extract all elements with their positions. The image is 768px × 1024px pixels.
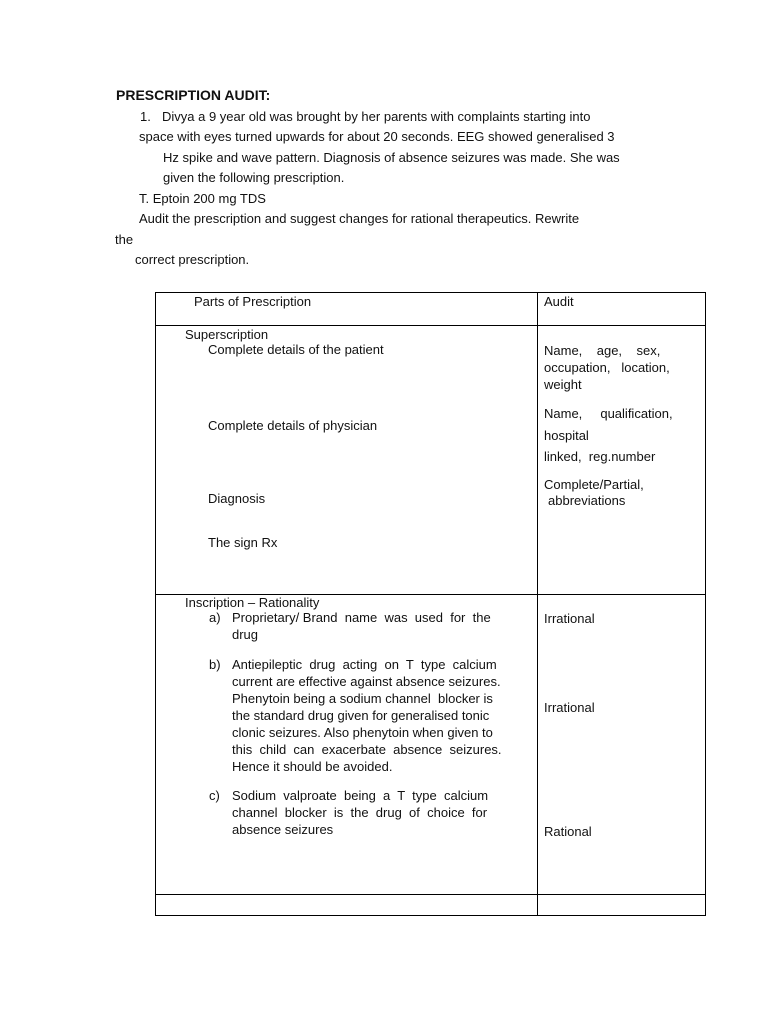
physician-audit-1: Name, qualification,	[544, 406, 673, 421]
item-a-audit: Irrational	[544, 611, 595, 626]
question-line-4: given the following prescription.	[163, 170, 345, 185]
physician-audit-2: hospital	[544, 428, 589, 443]
item-b-label: b)	[209, 657, 221, 672]
item-c-label: c)	[209, 788, 220, 803]
question-number: 1.	[140, 109, 151, 124]
item-a-line-2: drug	[232, 627, 259, 642]
item-b-audit: Irrational	[544, 700, 595, 715]
item-b-line-5: clonic seizures. Also phenytoin when given to	[232, 725, 493, 740]
diagnosis-audit-1: Complete/Partial,	[544, 477, 644, 492]
patient-audit-2: occupation, location,	[544, 360, 670, 375]
task-line-2: the	[115, 232, 134, 247]
item-c-line-1: Sodium valproate being a T type calcium	[232, 788, 489, 803]
patient-audit-1: Name, age, sex,	[544, 343, 661, 358]
item-b-line-6: this child can exacerbate absence seizures.	[232, 742, 502, 757]
table-border-top	[155, 292, 706, 293]
physician-details: Complete details of physician	[208, 418, 378, 433]
item-b-line-4: the standard drug given for generalised tonic	[232, 708, 490, 723]
item-b-line-2: current are effective against absence seizures.	[232, 674, 501, 689]
item-b-line-1: Antiepileptic drug acting on T type calcium	[232, 657, 497, 672]
physician-audit-3: linked, reg.number	[544, 449, 656, 464]
diagnosis-audit-2: abbreviations	[548, 493, 626, 508]
question-line-2: space with eyes turned upwards for about 20 seconds. EEG showed generalised 3	[139, 129, 615, 144]
item-a-label: a)	[209, 610, 221, 625]
header-audit: Audit	[544, 294, 574, 309]
header-parts: Parts of Prescription	[194, 294, 312, 309]
table-border-inscription-bottom	[155, 894, 706, 895]
prescription-text: T. Eptoin 200 mg TDS	[139, 191, 266, 206]
superscription-heading: Superscription	[185, 327, 269, 342]
page-title: PRESCRIPTION AUDIT:	[116, 87, 271, 103]
item-c-audit: Rational	[544, 824, 592, 839]
item-b-line-7: Hence it should be avoided.	[232, 759, 393, 774]
task-line-1: Audit the prescription and suggest changes for rational therapeutics. Rewrite	[139, 211, 580, 226]
question-line-1: Divya a 9 year old was brought by her parents with complaints starting into	[162, 109, 591, 124]
sign-rx: The sign Rx	[208, 535, 278, 550]
patient-audit-3: weight	[544, 377, 582, 392]
table-border-middle	[537, 292, 538, 916]
table-border-left	[155, 292, 156, 916]
patient-details: Complete details of the patient	[208, 342, 384, 357]
table-border-header-bottom	[155, 325, 706, 326]
table-border-right	[705, 292, 706, 916]
item-c-line-3: absence seizures	[232, 822, 334, 837]
item-c-line-2: channel blocker is the drug of choice for	[232, 805, 488, 820]
table-border-bottom	[155, 915, 706, 916]
task-line-3: correct prescription.	[135, 252, 250, 267]
item-b-line-3: Phenytoin being a sodium channel blocker is	[232, 691, 493, 706]
inscription-heading: Inscription – Rationality	[185, 595, 320, 610]
question-line-3: Hz spike and wave pattern. Diagnosis of absence seizures was made. She was	[163, 150, 620, 165]
diagnosis: Diagnosis	[208, 491, 266, 506]
item-a-line-1: Proprietary/ Brand name was used for the	[232, 610, 491, 625]
